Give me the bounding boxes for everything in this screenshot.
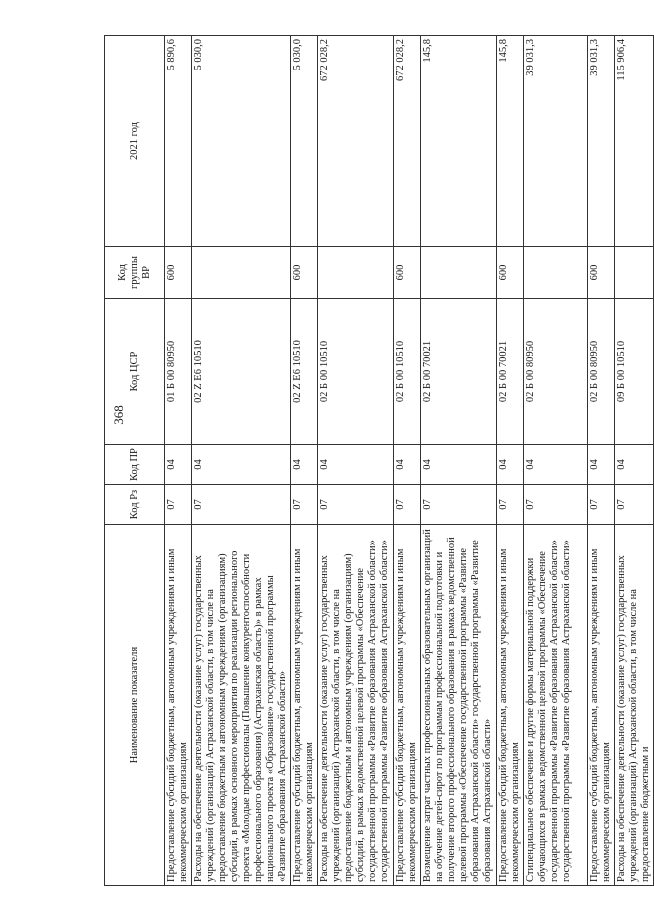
row-pr: 04 [615,445,654,485]
table-row [497,36,524,886]
row-pr: 04 [588,445,615,485]
row-value: 39 031,3 [524,36,588,247]
row-value: 39 031,3 [588,36,615,247]
header-rz: Код Рз [105,485,165,525]
row-csr: 02 Z E6 10510 [192,299,291,445]
table-row [615,36,654,886]
row-name: Предоставление субсидий бюджетным, автономным учреждениям и иным некоммерческим организациям [497,525,524,886]
table-row [421,36,497,886]
row-value: 145,8 [497,36,524,247]
row-value: 5 030,0 [291,36,318,247]
row-rz: 07 [394,485,421,525]
row-vr: 600 [291,247,318,299]
row-rz: 07 [588,485,615,525]
row-csr: 09 Б 00 10510 [615,299,654,445]
row-name: Стипендиальное обеспечение и другие формы материальной поддержки обучающихся в рамках ведомственной целевой программы «Обеспечение государственной программы «Развитие образования Астраханской области» государственной программы «Развитие образования Астраханской области» [524,525,588,886]
row-vr: 600 [394,247,421,299]
row-value: 5 890,6 [165,36,192,247]
row-pr: 04 [291,445,318,485]
header-name: Наименование показателя [105,525,165,886]
row-value: 145,8 [421,36,497,247]
row-pr: 04 [318,445,394,485]
row-rz: 07 [192,485,291,525]
header-csr: Код ЦСР [105,299,165,445]
row-vr [421,247,497,299]
row-name: Предоставление субсидий бюджетным, автономным учреждениям и иным некоммерческим организациям [394,525,421,886]
header-vr: Код группы ВР [105,247,165,299]
row-name: Предоставление субсидий бюджетным, автономным учреждениям и иным некоммерческим организациям [291,525,318,886]
row-pr: 04 [394,445,421,485]
row-pr: 04 [192,445,291,485]
row-name: Расходы на обеспечение деятельности (оказание услуг) государственных учреждений (организаций) Астраханской области, в том числе на предоставление бюджетным и [615,525,654,886]
row-value: 5 030,0 [192,36,291,247]
row-rz: 07 [524,485,588,525]
header-pr: Код ПР [105,445,165,485]
row-vr: 600 [497,247,524,299]
row-vr: 600 [165,247,192,299]
table-row [165,36,192,886]
row-csr: 02 Б 00 10510 [394,299,421,445]
row-vr [615,247,654,299]
row-pr: 04 [421,445,497,485]
row-name: Предоставление субсидий бюджетным, автономным учреждениям и иным некоммерческим организациям [165,525,192,886]
row-value: 672 028,2 [318,36,394,247]
table-header-row [105,36,165,886]
row-vr: 600 [588,247,615,299]
row-rz: 07 [615,485,654,525]
rotated-table-container [104,36,651,886]
row-rz: 07 [421,485,497,525]
table-row [588,36,615,886]
row-csr: 02 Б 00 70021 [421,299,497,445]
row-csr: 02 Б 00 70021 [497,299,524,445]
row-csr: 02 Z E6 10510 [291,299,318,445]
table-row [291,36,318,886]
row-vr [192,247,291,299]
row-pr: 04 [524,445,588,485]
row-rz: 07 [165,485,192,525]
row-pr: 04 [497,445,524,485]
header-year: 2021 год [105,36,165,247]
row-name: Расходы на обеспечение деятельности (оказание услуг) государственных учреждений (организаций) Астраханской области, в том числе на предоставление бюджетным и автономным учреждениям (организациям) субсидий, в рамках основного мероприятия по реализации регионального проекта «Молодые профессионалы (Повышение конкурентоспособности профессионального образования) (Астраханская область)» в рамках национального проекта «Образование» государственной программы «Развитие образования Астраханской области» [192,525,291,886]
row-rz: 07 [318,485,394,525]
row-name: Предоставление субсидий бюджетным, автономным учреждениям и иным некоммерческим организациям [588,525,615,886]
row-rz: 07 [291,485,318,525]
table-row [192,36,291,886]
budget-table [104,35,654,886]
row-value: 115 906,4 [615,36,654,247]
row-csr: 02 Б 00 10510 [318,299,394,445]
row-pr: 04 [165,445,192,485]
row-name: Возмещение затрат частных профессиональных образовательных организаций на обучение детей-сирот по программам профессиональной подготовки и получение второго профессионального образования в рамках ведомственной целевой программы «Обеспечение государственной программы «Развитие образования Астраханской области» государственной программы «Развитие образования Астраханской области» [421,525,497,886]
row-vr [318,247,394,299]
row-rz: 07 [497,485,524,525]
row-vr [524,247,588,299]
row-csr: 02 Б 00 80950 [524,299,588,445]
row-csr: 02 Б 00 80950 [588,299,615,445]
page-number: 368 [111,405,126,425]
table-row [318,36,394,886]
row-name: Расходы на обеспечение деятельности (оказание услуг) государственных учреждений (организаций) Астраханской области, в том числе на предоставление бюджетным и автономным учреждениям (организациям) субсидий, в рамках ведомственной целевой программы «Обеспечение государственной программы «Развитие образования Астраханской области» государственной программы «Развитие образования Астраханской области» [318,525,394,886]
row-csr: 01 Б 00 80950 [165,299,192,445]
row-value: 672 028,2 [394,36,421,247]
table-row [524,36,588,886]
table-row [394,36,421,886]
